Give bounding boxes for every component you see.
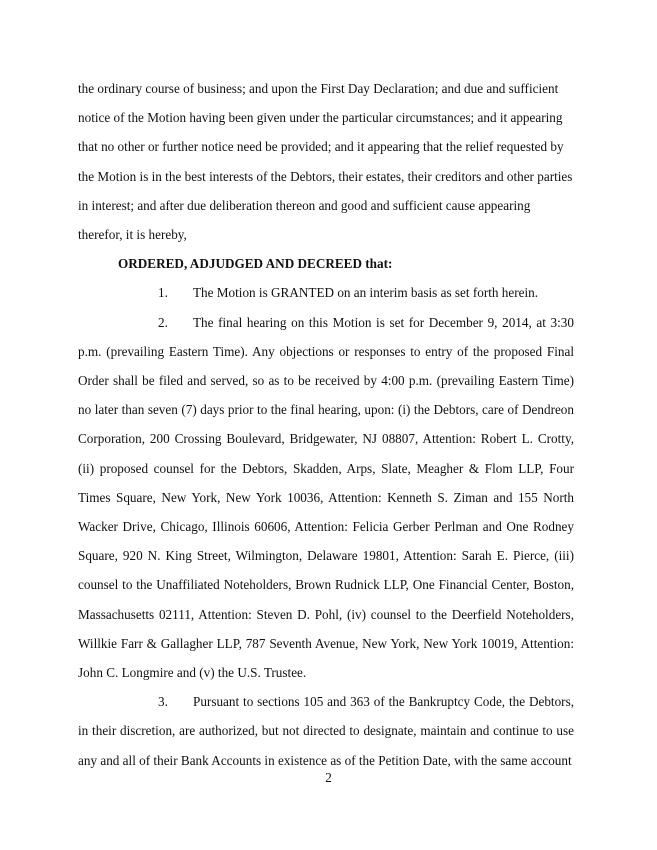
paragraph-number: 1. xyxy=(158,285,168,301)
page-number: 2 xyxy=(325,770,332,785)
paragraph-number: 2. xyxy=(158,314,168,330)
numbered-paragraph-1 xyxy=(78,278,574,307)
document-body xyxy=(78,74,574,775)
numbered-paragraph-3 xyxy=(78,687,574,775)
paragraph-text: Pursuant to sections 105 and 363 of the Bankruptcy Code, the Debtors, in their discretion, are authorized, but not directed to designate, maintain and continue to use any and all of their Bank Accounts in existence as of the Petition Date, with the same account xyxy=(78,694,574,768)
order-heading: ORDERED, ADJUDGED AND DECREED that: xyxy=(118,256,393,272)
paragraph-text: The Motion is GRANTED on an interim basis as set forth herein. xyxy=(193,285,539,301)
paragraph-number: 3. xyxy=(158,694,168,710)
paragraph-text: The final hearing on this Motion is set for December 9, 2014, at 3:30 p.m. (prevailing Eastern Time). Any objections or responses to entry of the proposed Final Order shall be filed and served, so as to be received by 4:00 p.m. (prevailing Eastern Time) no later than seven (7) days prior to the final hearing, upon: (i) the Debtors, care of Dendreon Corporation, 200 Crossing Boulevard, Bridgewater, NJ 08807, Attention: Robert L. Crotty, (ii) proposed counsel for the Debtors, Skadden, Arps, Slate, Meagher & Flom LLP, Four Times Square, New York, New York 10036, Attention: Kenneth S. Ziman and 155 North Wacker Drive, Chicago, Illinois 60606, Attention: Felicia Gerber Perlman and One Rodney Square, 920 N. King Street, Wilmington, Delaware 19801, Attention: Sarah E. Pierce, (iii) counsel to the Unaffiliated Noteholders, Brown Rudnick LLP, One Financial Center, Boston, Massachusetts 02111, Attention: Steven D. Pohl, (iv) counsel to the Deerfield Noteholders, Willkie Farr & Gallagher LLP, 787 Seventh Avenue, New York, New York 10019, Attention: John C. Longmire and (v) the U.S. Trustee. xyxy=(78,314,574,681)
lead-paragraph: the ordinary course of business; and upon the First Day Declaration; and due and sufficient notice of the Motion having been given under the particular circumstances; and it appearing that no other or further notice need be provided; and it appearing that the relief requested by the Motion is in the best interests of the Debtors, their estates, their creditors and other parties in interest; and after due deliberation thereon and good and sufficient cause appearing therefor, it is hereby, xyxy=(78,81,573,243)
numbered-paragraph-2 xyxy=(78,308,574,688)
